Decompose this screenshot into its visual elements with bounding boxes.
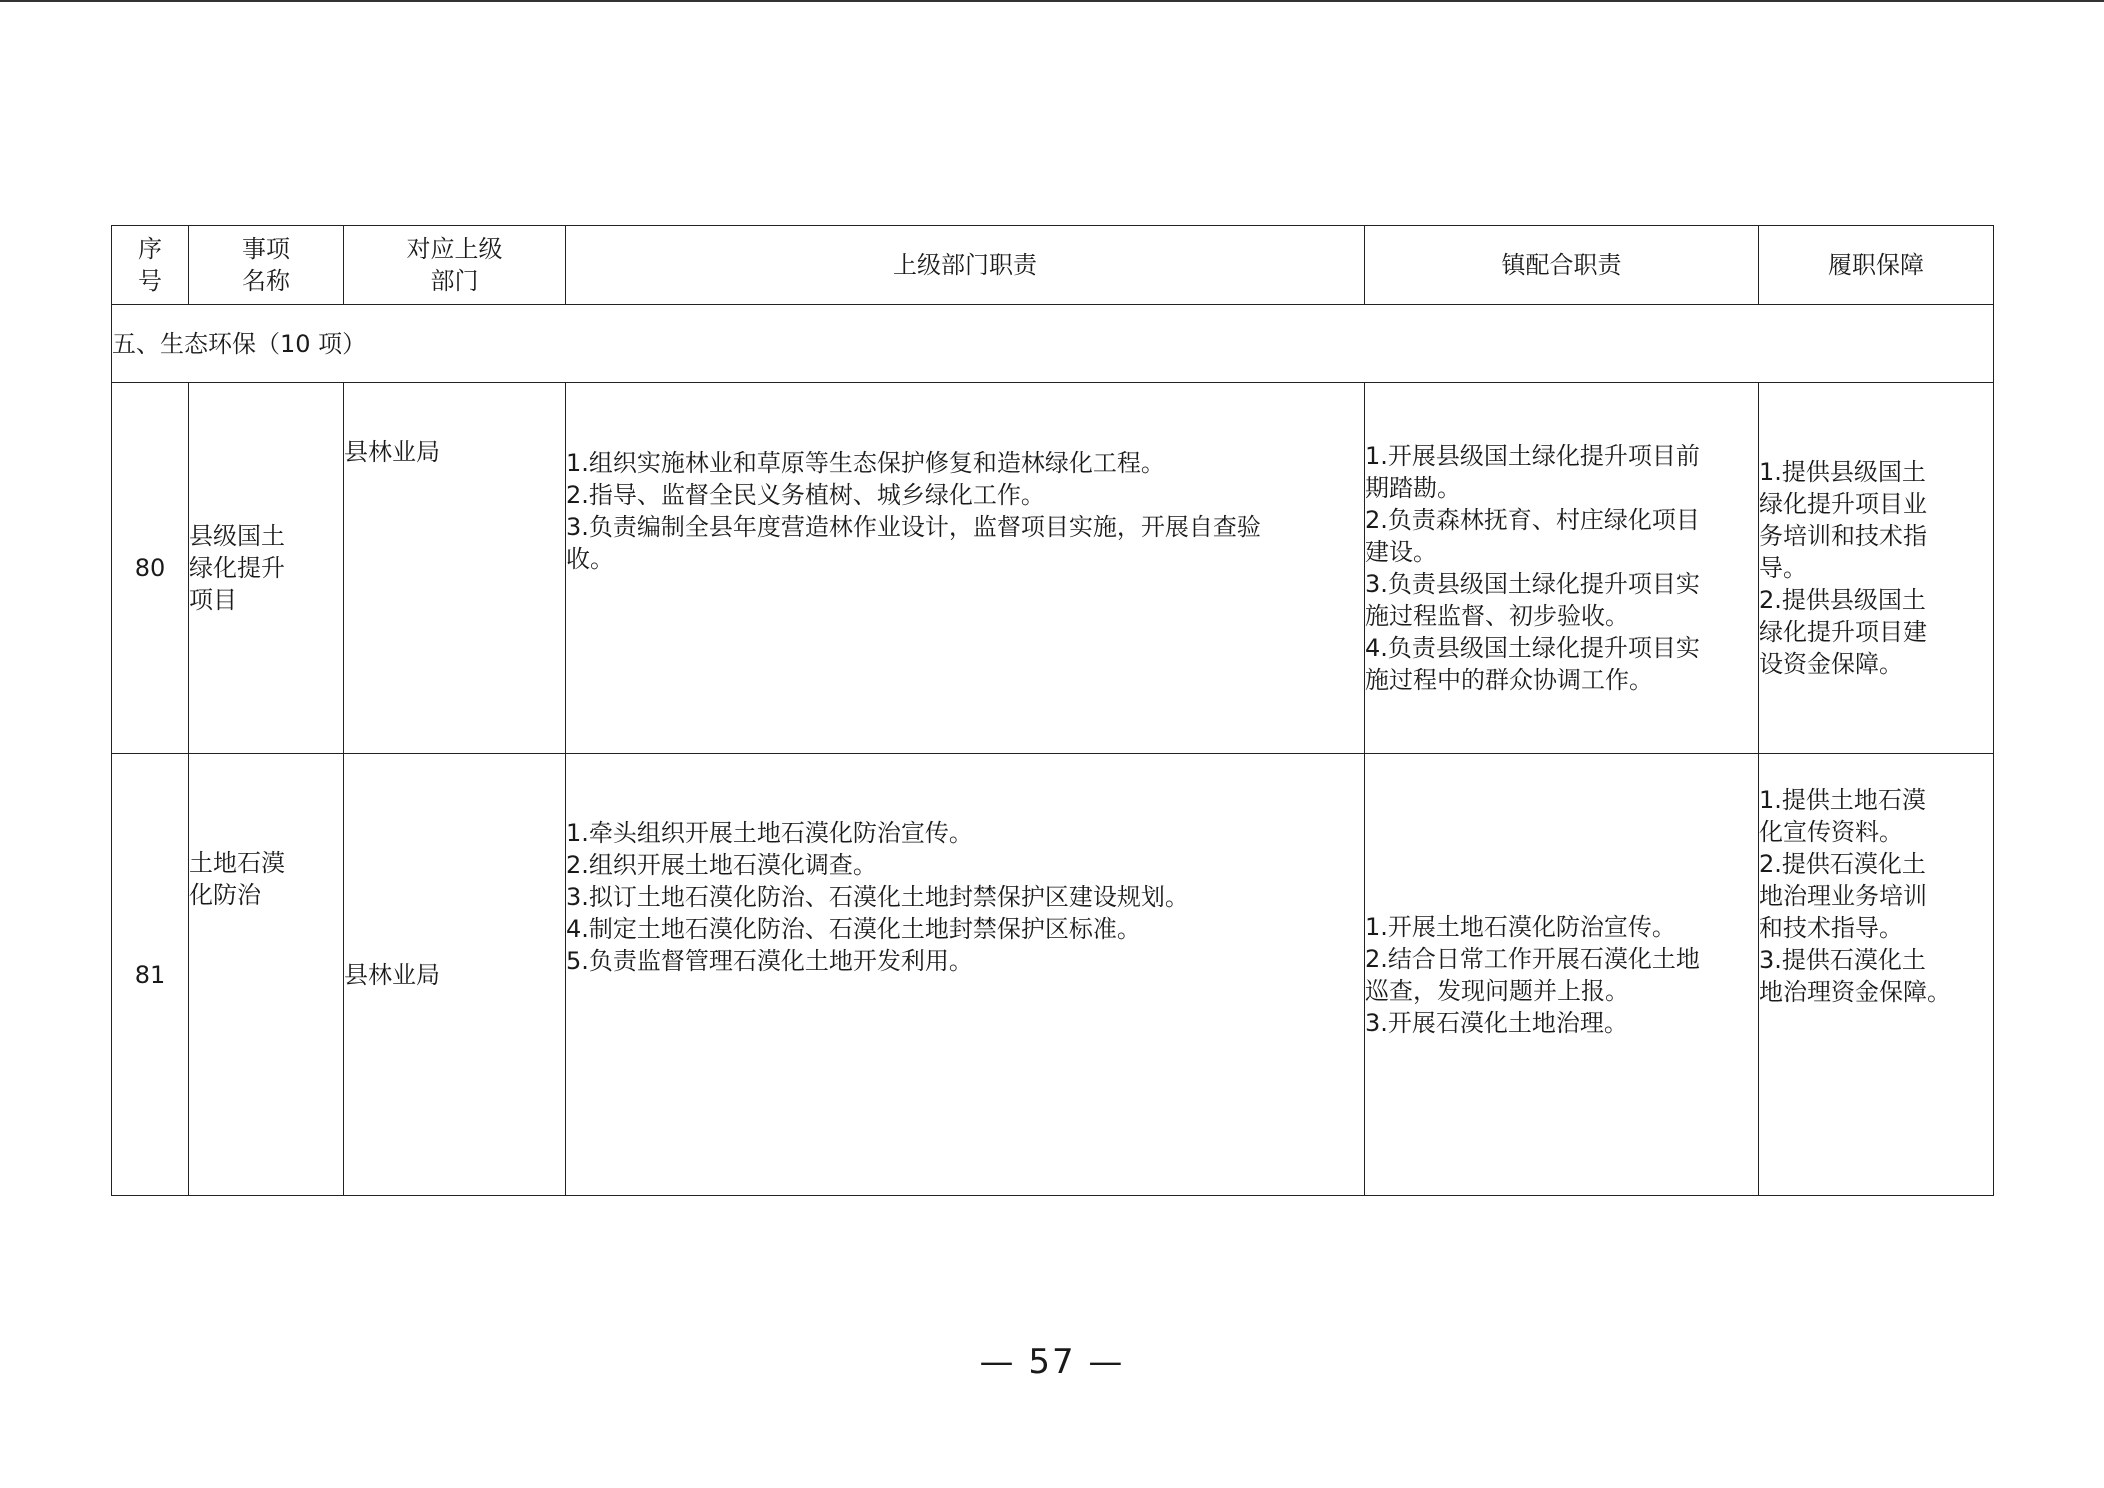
guarantee-line: 导。 [1759, 554, 1807, 582]
guarantee-line: 绿化提升项目业 [1759, 490, 1927, 518]
dept-cell: 县林业局 [344, 754, 566, 1196]
town-duty-line: 期踏勘。 [1365, 474, 1461, 502]
town-duty-line: 2.负责森林抚育、村庄绿化项目 [1365, 506, 1700, 534]
header-town-duty: 镇配合职责 [1365, 226, 1759, 305]
superior-duty-cell [566, 383, 1365, 754]
table-row [112, 383, 1994, 754]
header-seq-line: 序 [138, 235, 162, 263]
duty-line: 2.组织开展土地石漠化调查。 [566, 851, 877, 879]
header-guarantee: 履职保障 [1759, 226, 1994, 305]
duty-line: 4.制定土地石漠化防治、石漠化土地封禁保护区标准。 [566, 915, 1141, 943]
item-name-line: 县级国土 [189, 522, 285, 550]
page-number: — 57 — [979, 1342, 1125, 1382]
header-dept-line: 对应上级 [406, 235, 503, 263]
town-duty-cell [1365, 383, 1759, 754]
item-name-cell [189, 754, 344, 1196]
header-item-line: 事项 [242, 235, 290, 263]
section-title: 五、生态环保（10 项） [112, 305, 1994, 383]
header-row [112, 226, 1994, 305]
guarantee-line: 地治理资金保障。 [1759, 978, 1951, 1006]
guarantee-cell [1759, 383, 1994, 754]
top-border-line [0, 0, 2104, 2]
header-item-line: 名称 [242, 267, 290, 295]
guarantee-line: 化宣传资料。 [1759, 818, 1903, 846]
item-name-line: 项目 [189, 586, 237, 614]
section-row [112, 305, 1994, 383]
header-dept-line: 部门 [430, 267, 479, 295]
guarantee-line: 绿化提升项目建 [1759, 618, 1927, 646]
town-duty-line: 建设。 [1365, 538, 1437, 566]
duty-line: 1.牵头组织开展土地石漠化防治宣传。 [566, 819, 973, 847]
duty-line: 2.指导、监督全民义务植树、城乡绿化工作。 [566, 481, 1045, 509]
guarantee-line: 设资金保障。 [1759, 650, 1903, 678]
dept-cell: 县林业局 [344, 383, 566, 754]
town-duty-cell [1365, 754, 1759, 1196]
town-duty-line: 1.开展土地石漠化防治宣传。 [1365, 912, 1676, 941]
header-dept [344, 226, 566, 305]
table-row [112, 754, 1994, 1196]
duty-line: 3.拟订土地石漠化防治、石漠化土地封禁保护区建设规划。 [566, 883, 1189, 911]
town-duty-line: 2.结合日常工作开展石漠化土地 [1365, 944, 1700, 973]
town-duty-line: 3.负责县级国土绿化提升项目实 [1365, 570, 1700, 598]
header-item-name [189, 226, 344, 305]
row-number: 81 [112, 754, 189, 1196]
guarantee-line: 地治理业务培训 [1759, 882, 1927, 910]
guarantee-line: 2.提供石漠化土 [1759, 850, 1926, 878]
guarantee-line: 和技术指导。 [1759, 914, 1903, 942]
row-number: 80 [112, 383, 189, 754]
town-duty-line: 3.开展石漠化土地治理。 [1365, 1008, 1628, 1037]
town-duty-line: 施过程中的群众协调工作。 [1365, 666, 1653, 694]
item-name-cell [189, 383, 344, 754]
guarantee-line: 务培训和技术指 [1759, 522, 1927, 550]
duty-line: 3.负责编制全县年度营造林作业设计，监督项目实施，开展自查验 [566, 513, 1261, 541]
duty-line: 1.组织实施林业和草原等生态保护修复和造林绿化工程。 [566, 449, 1165, 477]
guarantee-line: 1.提供土地石漠 [1759, 786, 1926, 814]
town-duty-line: 巡查，发现问题并上报。 [1365, 976, 1629, 1005]
item-name-line: 绿化提升 [189, 554, 285, 582]
header-seq-line: 号 [138, 267, 162, 295]
duty-line: 收。 [566, 545, 614, 573]
guarantee-line: 2.提供县级国土 [1759, 586, 1926, 614]
item-name-line: 土地石漠 [189, 849, 285, 877]
duty-table [111, 225, 1994, 1196]
header-seq [112, 226, 189, 305]
guarantee-line: 3.提供石漠化土 [1759, 946, 1926, 974]
town-duty-line: 施过程监督、初步验收。 [1365, 602, 1629, 630]
duty-line: 5.负责监督管理石漠化土地开发利用。 [566, 947, 973, 975]
guarantee-line: 1.提供县级国土 [1759, 458, 1926, 486]
town-duty-line: 4.负责县级国土绿化提升项目实 [1365, 634, 1700, 662]
header-superior-duty: 上级部门职责 [566, 226, 1365, 305]
superior-duty-cell [566, 754, 1365, 1196]
item-name-line: 化防治 [189, 881, 261, 909]
town-duty-line: 1.开展县级国土绿化提升项目前 [1365, 442, 1700, 470]
guarantee-cell [1759, 754, 1994, 1196]
